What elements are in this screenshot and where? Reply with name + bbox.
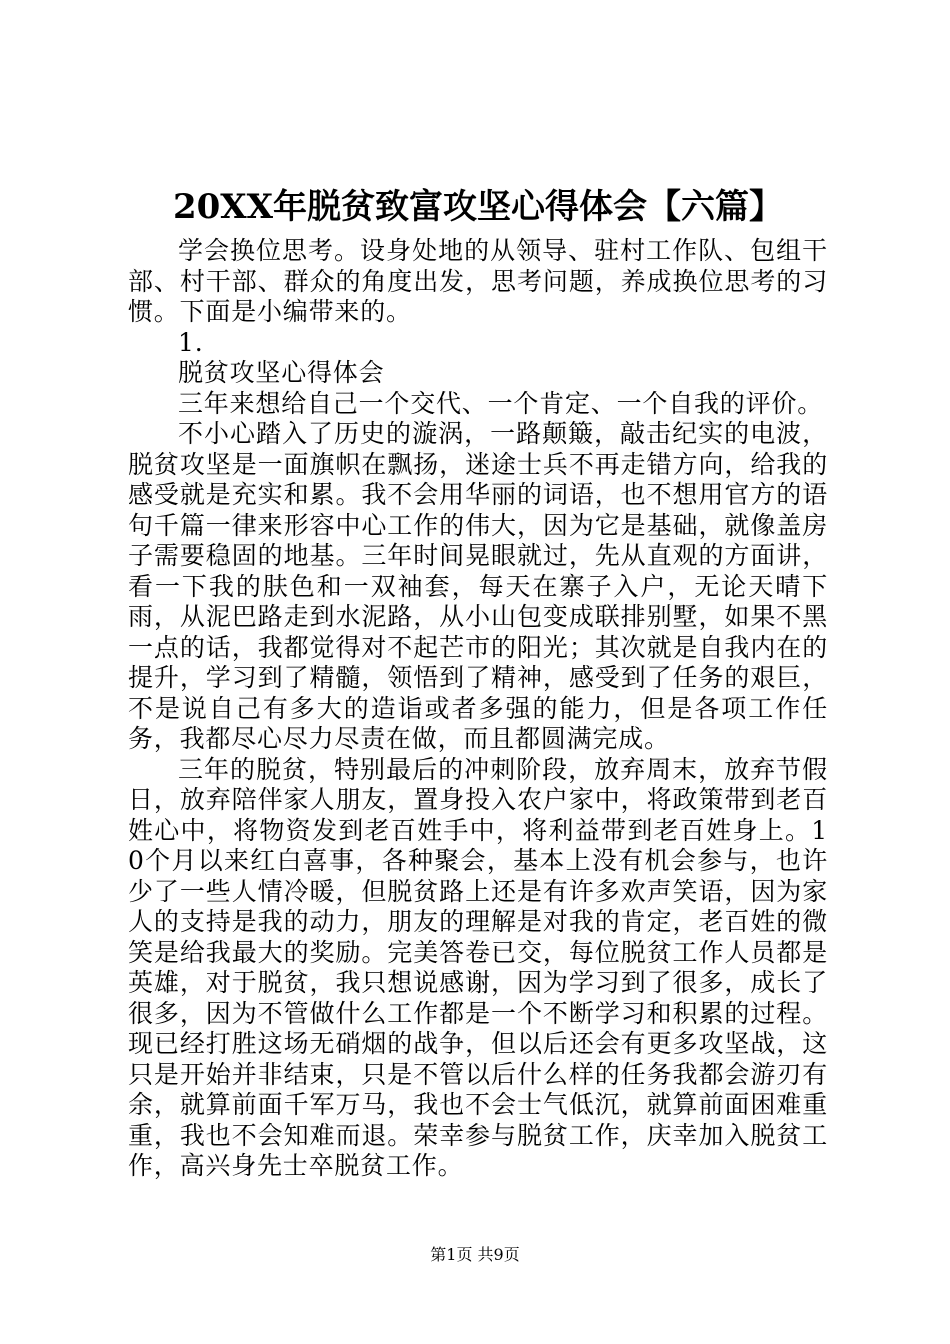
intro-paragraph: 学会换位思考。设身处地的从领导、驻村工作队、包组干部、村干部、群众的角度出发，思考问题，养成换位思考的习惯。下面是小编带来的。 (128, 236, 828, 326)
body-paragraph: 三年的脱贫，特别最后的冲刺阶段，放弃周末，放弃节假日，放弃陪伴家人朋友，置身投入农户家中，将政策带到老百姓心中，将物资发到老百姓手中，将利益带到老百姓身上。10个月以来红白喜事，各种聚会，基本上没有机会参与，也许少了一些人情冷暖，但脱贫路上还是有许多欢声笑语，因为家人的支持是我的动力，朋友的理解是对我的肯定，老百姓的微笑是给我最大的奖励。完美答卷已交，每位脱贫工作人员都是英雄，对于脱贫，我只想说感谢，因为学习到了很多，成长了很多，因为不管做什么工作都是一个不断学习和积累的过程。现已经打胜这场无硝烟的战争，但以后还会有更多攻坚战，这只是开始并非结束，只是不管以后什么样的任务我都会游刃有余，就算前面千军万马，我也不会士气低沉，就算前面困难重重，我也不会知难而退。荣幸参与脱贫工作，庆幸加入脱贫工作，高兴身先士卒脱贫工作。 (128, 754, 828, 1180)
document-title: 20XX年脱贫致富攻坚心得体会【六篇】 (172, 187, 784, 227)
body-paragraph: 不小心踏入了历史的漩涡，一路颠簸，敲击纪实的电波，脱贫攻坚是一面旗帜在飘扬，迷途士兵不再走错方向，给我的感受就是充实和累。我不会用华丽的词语，也不想用官方的语句千篇一律来形容中心工作的伟大，因为它是基础，就像盖房子需要稳固的地基。三年时间晃眼就过，先从直观的方面讲，看一下我的肤色和一双袖套，每天在寨子入户，无论天晴下雨，从泥巴路走到水泥路，从小山包变成联排别墅，如果不黑一点的话，我都觉得对不起芒市的阳光；其次就是自我内在的提升，学习到了精髓，领悟到了精神，感受到了任务的艰巨，不是说自己有多大的造诣或者多强的能力，但是各项工作任务，我都尽心尽力尽责在做，而且都圆满完成。 (128, 419, 828, 753)
section-number: 1. (178, 327, 204, 357)
body-paragraph: 三年来想给自己一个交代、一个肯定、一个自我的评价。 (178, 388, 824, 418)
page-footer: 第1页 共9页 (430, 1245, 520, 1264)
document-body (128, 236, 828, 1182)
section-heading: 脱贫攻坚心得体会 (178, 358, 385, 387)
